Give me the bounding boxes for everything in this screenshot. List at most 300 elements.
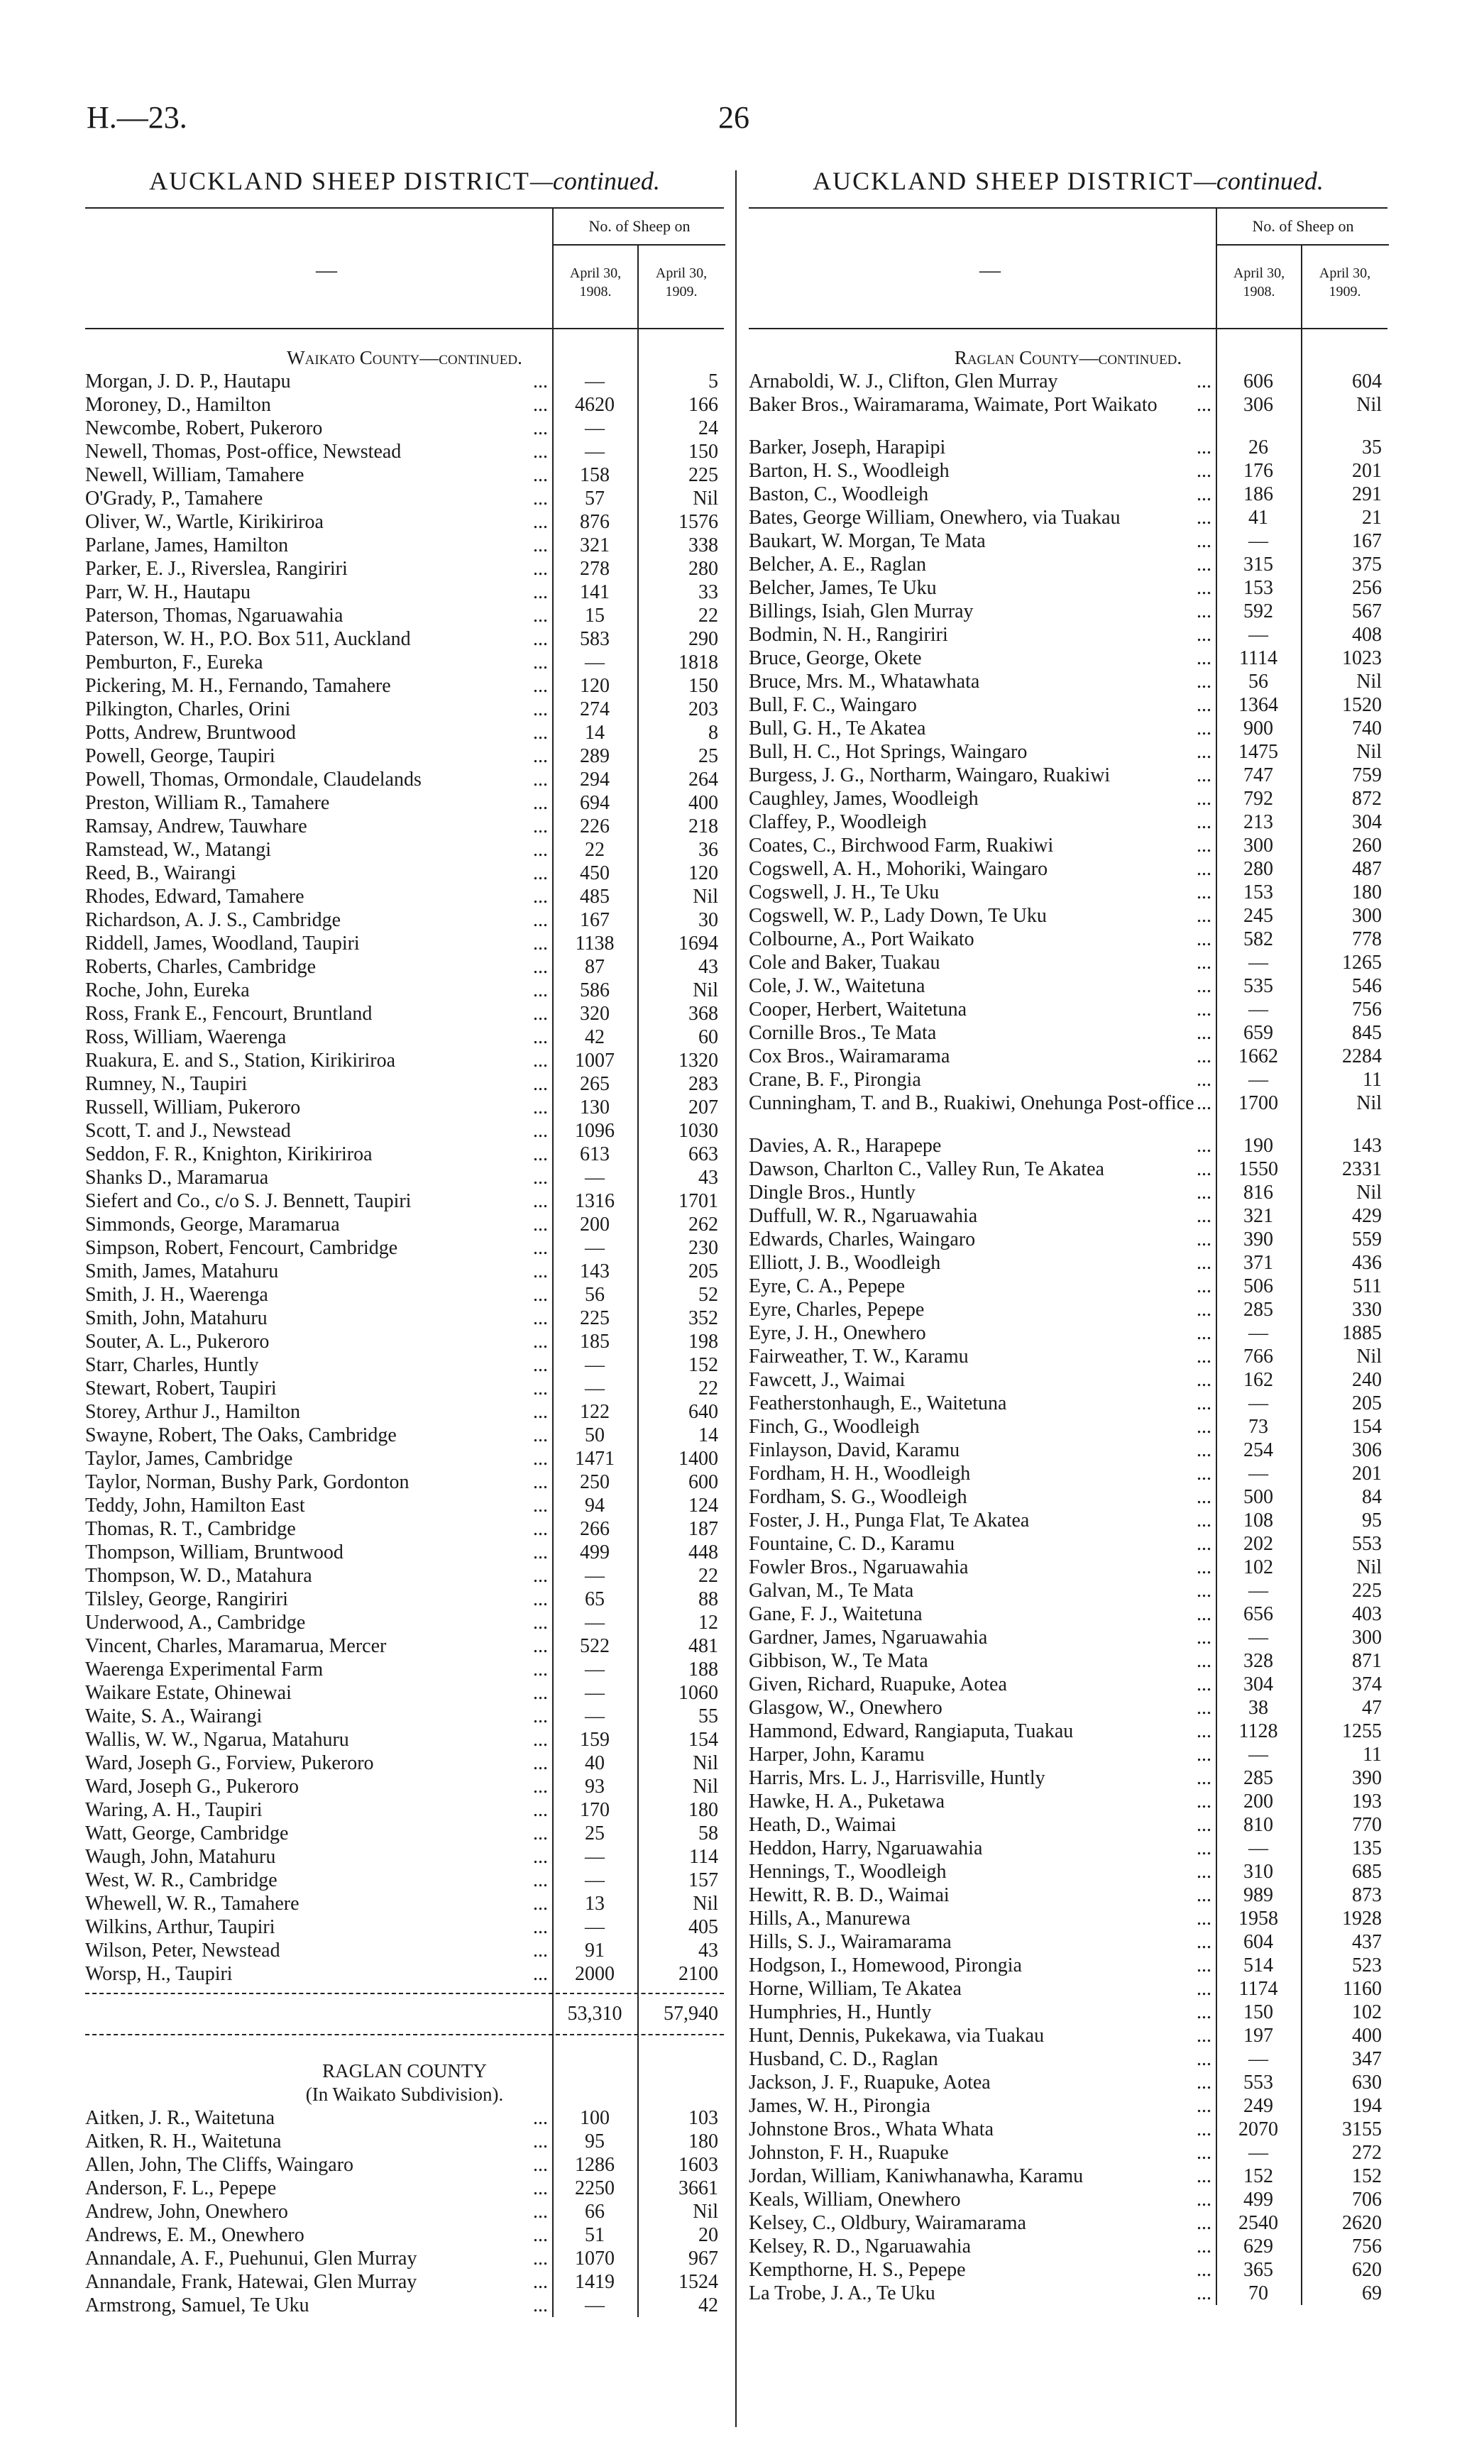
sheep-1909: 1818: [678, 651, 718, 673]
table-row: [749, 998, 1387, 1021]
owner-name: Morgan, J. D. P., Hautapu: [85, 370, 291, 392]
owner-name: Storey, Arthur J., Hamilton: [85, 1401, 301, 1423]
table-row: [85, 581, 724, 604]
table-row: [85, 651, 724, 674]
leader-dots: ...: [1197, 1931, 1211, 1953]
sheep-1909: 872: [1352, 788, 1382, 810]
sheep-1908: —: [585, 1846, 605, 1868]
sheep-1909: 759: [1352, 764, 1382, 786]
owner-name: Potts, Andrew, Bruntwood: [85, 722, 296, 744]
sheep-1909: 436: [1352, 1252, 1382, 1274]
leader-dots: ...: [533, 1541, 548, 1563]
owner-name: Bodmin, N. H., Rangiriri: [749, 624, 948, 646]
sheep-1908: 190: [1243, 1135, 1273, 1157]
sheep-1908: 50: [585, 1424, 605, 1446]
sheep-1908: 514: [1243, 1954, 1273, 1976]
leader-dots: ...: [1197, 2048, 1211, 2070]
leader-dots: ...: [533, 488, 548, 510]
leader-dots: ...: [1197, 1416, 1211, 1438]
owner-name: Aitken, J. R., Waitetuna: [85, 2107, 275, 2129]
sheep-1908: 328: [1243, 1650, 1273, 1672]
leader-dots: ...: [533, 2107, 548, 2129]
sheep-1908: —: [585, 370, 605, 392]
sheep-1909: 290: [688, 628, 718, 650]
leader-dots: ...: [1197, 1228, 1211, 1250]
owner-name: West, W. R., Cambridge: [85, 1869, 277, 1891]
sheep-1908: 321: [580, 534, 610, 556]
sheep-1908: 285: [1243, 1767, 1273, 1789]
sheep-1909: 481: [688, 1635, 718, 1657]
table-row: [85, 1189, 724, 1213]
owner-name: Teddy, John, Hamilton East: [85, 1495, 305, 1517]
sheep-1909: 84: [1362, 1486, 1382, 1508]
sheep-1909: Nil: [693, 2201, 718, 2223]
leader-dots: ...: [533, 394, 548, 416]
leader-dots: ...: [1197, 1392, 1211, 1414]
table-row: [85, 1915, 724, 1939]
table-row: [749, 881, 1387, 904]
spacer: [749, 329, 1387, 346]
sheep-1909: 1023: [1342, 647, 1382, 669]
leader-dots: ...: [1197, 975, 1211, 997]
sheep-1909: 1520: [1342, 694, 1382, 716]
sheep-1908: —: [585, 651, 605, 673]
table-row: [85, 1611, 724, 1634]
table-row: [85, 2200, 724, 2223]
sheep-1908: 2000: [575, 1963, 615, 1985]
sheep-1909: 338: [688, 534, 718, 556]
section-heading: RAGLAN COUNTY: [322, 2060, 487, 2081]
table-row: [749, 1228, 1387, 1251]
sheep-1909: 390: [1352, 1767, 1382, 1789]
sheep-1909: 640: [688, 1401, 718, 1423]
sheep-1908: 320: [580, 1003, 610, 1025]
spacer: [85, 329, 724, 346]
owner-name: Waring, A. H., Taupiri: [85, 1799, 263, 1821]
leader-dots: ...: [533, 1073, 548, 1095]
owner-name: Seddon, F. R., Knighton, Kirikiriroa: [85, 1143, 373, 1165]
owner-name: Elliott, J. B., Woodleigh: [749, 1252, 941, 1274]
owner-name: Watt, George, Cambridge: [85, 1822, 289, 1844]
sheep-1909: 300: [1352, 1627, 1382, 1649]
leader-dots: ...: [533, 839, 548, 861]
table-row: [749, 1021, 1387, 1045]
section-heading: Waikato County—continued.: [287, 347, 522, 368]
sheep-1908: 202: [1243, 1533, 1273, 1555]
leader-dots: ...: [533, 1284, 548, 1306]
sheep-1909: 167: [1352, 530, 1382, 552]
leader-dots: ...: [533, 417, 548, 439]
sheep-1909: 150: [688, 675, 718, 697]
name-column-header: —: [979, 258, 1001, 282]
sheep-1908: —: [585, 1869, 605, 1891]
table-row: [85, 487, 724, 510]
sheep-1909: 24: [698, 417, 718, 439]
sheep-1909: 3155: [1342, 2118, 1382, 2140]
owner-name: Swayne, Robert, The Oaks, Cambridge: [85, 1424, 397, 1446]
sheep-1908: 289: [580, 745, 610, 767]
sheep-1908: 1958: [1238, 1908, 1278, 1930]
owner-name: Underwood, A., Cambridge: [85, 1612, 306, 1634]
owner-name: Wilson, Peter, Newstead: [85, 1940, 280, 1962]
owner-name: Cole, J. W., Waitetuna: [749, 975, 925, 997]
sheep-1908: 22: [585, 839, 605, 861]
leader-dots: ...: [1197, 577, 1211, 599]
leader-dots: ...: [1197, 881, 1211, 903]
sheep-1909: 143: [1352, 1135, 1382, 1157]
sheep-1909: 120: [688, 862, 718, 884]
sheep-1909: 240: [1352, 1369, 1382, 1391]
sheep-1909: 1928: [1342, 1908, 1382, 1930]
owner-name: Hennings, T., Woodleigh: [749, 1861, 947, 1883]
table-row: [85, 1424, 724, 1447]
owner-name: Starr, Charles, Huntly: [85, 1354, 259, 1376]
owner-name: Worsp, H., Taupiri: [85, 1963, 233, 1985]
sheep-1909: 1885: [1342, 1322, 1382, 1344]
sheep-1909: 60: [698, 1026, 718, 1048]
table-row: [749, 1860, 1387, 1883]
sheep-1908: —: [585, 1916, 605, 1938]
sheep-1908: 213: [1243, 811, 1273, 833]
owner-name: Humphries, H., Huntly: [749, 2001, 932, 2023]
leader-dots: ...: [533, 1682, 548, 1704]
table-row: [749, 2001, 1387, 2024]
owner-name: Andrew, John, Onewhero: [85, 2201, 288, 2223]
sheep-1908: 38: [1248, 1697, 1268, 1719]
owner-name: Glasgow, W., Onewhero: [749, 1697, 942, 1719]
leader-dots: ...: [533, 1307, 548, 1329]
table-row: [749, 1649, 1387, 1673]
leader-dots: ...: [533, 511, 548, 533]
owner-name: Oliver, W., Wartle, Kirikiriroa: [85, 511, 324, 533]
owner-name: Barton, H. S., Woodleigh: [749, 460, 950, 482]
leader-dots: ...: [1197, 370, 1211, 392]
owner-name: Fowler Bros., Ngaruawahia: [749, 1556, 969, 1578]
leader-dots: ...: [533, 1729, 548, 1751]
table-row: [85, 1143, 724, 1166]
sheep-1909: 22: [698, 1565, 718, 1587]
table-row: [85, 1939, 724, 1962]
sheep-1908: 73: [1248, 1416, 1268, 1438]
sheep-1909: 225: [688, 464, 718, 486]
sheep-1908: 604: [1243, 1931, 1273, 1953]
table-row: [85, 1658, 724, 1681]
owner-name: Bull, F. C., Waingaro: [749, 694, 917, 716]
sheep-1909: 487: [1352, 858, 1382, 880]
column-header-1909: April 30, 1909.: [637, 244, 724, 328]
owner-name: Souter, A. L., Pukeroro: [85, 1331, 270, 1353]
sheep-1908: —: [585, 1682, 605, 1704]
sheep-1908: —: [1248, 2048, 1268, 2070]
leader-dots: ...: [1197, 1603, 1211, 1625]
sheep-1908: 176: [1243, 460, 1273, 482]
table-row: [85, 2177, 724, 2200]
spacer: [85, 2042, 724, 2059]
table-row: [85, 815, 724, 838]
table-row: [85, 2223, 724, 2247]
sheep-1909: 2284: [1342, 1045, 1382, 1067]
sheep-1909: 36: [698, 839, 718, 861]
sheep-1909: 368: [688, 1003, 718, 1025]
leader-dots: ...: [533, 909, 548, 931]
leader-dots: ...: [1197, 1158, 1211, 1180]
table-row: [749, 1766, 1387, 1790]
sheep-1908: —: [1248, 1837, 1268, 1859]
owner-name: Tilsley, George, Rangiriri: [85, 1588, 288, 1610]
leader-dots: ...: [1197, 1580, 1211, 1602]
sheep-1909: 188: [688, 1659, 718, 1681]
owner-name: Ward, Joseph G., Pukeroro: [85, 1776, 299, 1798]
owner-name: Keals, William, Onewhero: [749, 2189, 961, 2211]
table-row: [749, 1837, 1387, 1860]
sheep-1908: 167: [580, 909, 610, 931]
sheep-1908: 150: [1243, 2001, 1273, 2023]
sheep-1908: 200: [580, 1214, 610, 1236]
table-row: [749, 647, 1387, 670]
sheep-1908: 659: [1243, 1022, 1273, 1044]
table-row: [85, 627, 724, 651]
leader-dots: ...: [533, 2154, 548, 2176]
sheep-1908: 87: [585, 956, 605, 978]
name-column-header: —: [316, 258, 337, 282]
owner-name: Eyre, J. H., Onewhero: [749, 1322, 926, 1344]
table-row: [749, 1462, 1387, 1485]
owner-name: Gane, F. J., Waitetuna: [749, 1603, 923, 1625]
owner-name: Kempthorne, H. S., Pepepe: [749, 2259, 966, 2281]
table-row: [85, 1330, 724, 1353]
leader-dots: ...: [1197, 1509, 1211, 1531]
leader-dots: ...: [533, 1237, 548, 1259]
table-row: [85, 2106, 724, 2130]
table-row: [85, 979, 724, 1002]
owner-name: Hills, A., Manurewa: [749, 1908, 911, 1930]
table-row: [85, 1236, 724, 1260]
sheep-1908: 535: [1243, 975, 1273, 997]
leader-dots: ...: [533, 1143, 548, 1165]
table-row: [749, 1321, 1387, 1345]
sheep-1909: 203: [688, 698, 718, 720]
owner-name: Reed, B., Wairangi: [85, 862, 236, 884]
table-row: [85, 1213, 724, 1236]
table-row: [85, 1892, 724, 1915]
sheep-1908: 280: [1243, 858, 1273, 880]
sheep-1909: Nil: [1356, 1182, 1382, 1204]
sheep-1908: 747: [1243, 764, 1273, 786]
total-row: [85, 1993, 724, 2035]
table-row: [85, 1634, 724, 1658]
leader-dots: ...: [533, 2224, 548, 2246]
owner-name: Barker, Joseph, Harapipi: [749, 436, 946, 458]
table-title-continued: —continued.: [529, 167, 660, 195]
sheep-1908: 14: [585, 722, 605, 744]
leader-dots: ...: [1197, 483, 1211, 505]
owner-name: Cornille Bros., Te Mata: [749, 1022, 937, 1044]
sheep-1909: 429: [1352, 1205, 1382, 1227]
sheep-1908: 1475: [1238, 741, 1278, 763]
sheep-1909: 103: [688, 2107, 718, 2129]
sheep-1908: 226: [580, 815, 610, 837]
table-row: [749, 740, 1387, 764]
table-row: [85, 2270, 724, 2294]
owner-name: Newell, William, Tamahere: [85, 464, 304, 486]
table-row: [749, 764, 1387, 787]
table-row: [749, 553, 1387, 576]
table-row: [749, 1883, 1387, 1907]
leader-dots: ...: [1197, 1908, 1211, 1930]
owner-name: Smith, J. H., Waerenga: [85, 1284, 268, 1306]
sheep-1908: 250: [580, 1471, 610, 1493]
owner-name: Waerenga Experimental Farm: [85, 1659, 324, 1681]
leader-dots: ...: [533, 886, 548, 908]
owner-name: Bull, H. C., Hot Springs, Waingaro: [749, 741, 1028, 763]
sheep-1908: —: [1248, 1392, 1268, 1414]
section-heading: Raglan County—continued.: [954, 347, 1182, 368]
leader-dots: ...: [1197, 1884, 1211, 1906]
leader-dots: ...: [1197, 1299, 1211, 1321]
leader-dots: ...: [1197, 905, 1211, 927]
table-row: [749, 370, 1387, 393]
sheep-1909: 706: [1352, 2189, 1382, 2211]
sheep-1908: 143: [580, 1260, 610, 1282]
table-body: [749, 329, 1387, 2305]
sheep-1908: 152: [1243, 2165, 1273, 2187]
sheep-1909: 11: [1363, 1744, 1382, 1766]
table-row: [85, 1283, 724, 1307]
sheep-1909: 193: [1352, 1791, 1382, 1813]
sheep-1909: 58: [698, 1822, 718, 1844]
owner-name: Shanks D., Maramarua: [85, 1167, 269, 1189]
leader-dots: ...: [533, 769, 548, 791]
owner-name: Fairweather, T. W., Karamu: [749, 1346, 969, 1368]
sheep-1909: 620: [1352, 2259, 1382, 2281]
leader-dots: ...: [1197, 1556, 1211, 1578]
sheep-1909: 33: [698, 581, 718, 603]
leader-dots: ...: [1197, 928, 1211, 950]
table-row: [85, 932, 724, 955]
sheep-1909: 20: [698, 2224, 718, 2246]
sheep-1909: 1320: [678, 1050, 718, 1072]
leader-dots: ...: [1197, 624, 1211, 646]
owner-name: Johnston, F. H., Ruapuke: [749, 2142, 949, 2164]
owner-name: Smith, James, Matahuru: [85, 1260, 279, 1282]
owner-name: Hewitt, R. B. D., Waimai: [749, 1884, 950, 1906]
leader-dots: ...: [533, 1776, 548, 1798]
sheep-1909: 207: [688, 1096, 718, 1118]
leader-dots: ...: [1197, 2072, 1211, 2094]
leader-dots: ...: [533, 1893, 548, 1915]
table-row: [85, 510, 724, 534]
sheep-1909: 180: [688, 1799, 718, 1821]
sheep-1908: —: [585, 1705, 605, 1727]
leader-dots: ...: [1197, 1767, 1211, 1789]
sheep-1909: 135: [1352, 1837, 1382, 1859]
sheep-1909: 187: [688, 1518, 718, 1540]
sheep-1909: Nil: [1356, 1346, 1382, 1368]
leader-dots: ...: [533, 1588, 548, 1610]
sheep-1908: 51: [585, 2224, 605, 2246]
owner-name: Bruce, George, Okete: [749, 647, 922, 669]
table-row: [85, 721, 724, 744]
sheep-1908: 285: [1243, 1299, 1273, 1321]
leader-dots: ...: [1197, 671, 1211, 693]
leader-dots: ...: [1197, 1673, 1211, 1695]
sheep-1909: 154: [688, 1729, 718, 1751]
leader-dots: ...: [533, 534, 548, 556]
sheep-1909: 567: [1352, 600, 1382, 622]
table-row: [749, 1696, 1387, 1720]
sheep-1909: 306: [1352, 1439, 1382, 1461]
sheep-1908: —: [1248, 952, 1268, 974]
owner-name: Preston, William R., Tamahere: [85, 792, 330, 814]
leader-dots: ...: [533, 1963, 548, 1985]
sheep-1909: 352: [688, 1307, 718, 1329]
table-row: [85, 885, 724, 908]
sheep-1908: 249: [1243, 2095, 1273, 2117]
owner-name: Parr, W. H., Hautapu: [85, 581, 251, 603]
leader-dots: ...: [1197, 2235, 1211, 2257]
sheep-1909: 756: [1352, 2235, 1382, 2257]
sheep-1908: 792: [1243, 788, 1273, 810]
table-row: [749, 1181, 1387, 1204]
sheep-1909: 180: [688, 2130, 718, 2152]
sheep-1909: 152: [688, 1354, 718, 1376]
table-row: [749, 2235, 1387, 2258]
table-row: [749, 1509, 1387, 1532]
sheep-1908: 1662: [1238, 1045, 1278, 1067]
leader-dots: ...: [1197, 554, 1211, 576]
table-row: [749, 787, 1387, 810]
table-row: [85, 1096, 724, 1119]
sheep-1908: 225: [580, 1307, 610, 1329]
table-row: [749, 529, 1387, 553]
sheep-1909: 871: [1352, 1650, 1382, 1672]
sheep-1909: 375: [1352, 554, 1382, 576]
sheep-1909: 14: [698, 1424, 718, 1446]
owner-name: Fawcett, J., Waimai: [749, 1369, 906, 1391]
owner-name: Taylor, James, Cambridge: [85, 1448, 293, 1470]
sheep-1909: 374: [1352, 1673, 1382, 1695]
sheep-1908: 1114: [1239, 647, 1277, 669]
leader-dots: ...: [1197, 1720, 1211, 1742]
sheep-1908: 1007: [575, 1050, 615, 1072]
sheep-1909: 437: [1352, 1931, 1382, 1953]
sheep-1908: 254: [1243, 1439, 1273, 1461]
sheep-1908: 2070: [1238, 2118, 1278, 2140]
sheep-1908: 810: [1243, 1814, 1273, 1836]
sheep-1909: 35: [1362, 436, 1382, 458]
leader-dots: ...: [533, 1190, 548, 1212]
sheep-1909: 21: [1362, 507, 1382, 529]
table-row: [749, 1439, 1387, 1462]
owner-name: Ramsay, Andrew, Tauwhare: [85, 815, 307, 837]
table-row: [749, 1556, 1387, 1579]
table-row: [749, 1743, 1387, 1766]
table-row: [85, 1307, 724, 1330]
owner-name: Wilkins, Arthur, Taupiri: [85, 1916, 275, 1938]
leader-dots: ...: [1197, 2001, 1211, 2023]
owner-name: Belcher, James, Te Uku: [749, 577, 937, 599]
owner-name: Cogswell, J. H., Te Uku: [749, 881, 940, 903]
table-row: [749, 483, 1387, 506]
table-row: [749, 1204, 1387, 1228]
owner-name: Roche, John, Eureka: [85, 979, 250, 1001]
sheep-1908: —: [585, 2294, 605, 2316]
table-row: [85, 1705, 724, 1728]
sheep-1909: 12: [698, 1612, 718, 1634]
table-row: [749, 1298, 1387, 1321]
sheep-1909: 405: [688, 1916, 718, 1938]
sheep-count-group-header: No. of Sheep on: [552, 209, 725, 246]
